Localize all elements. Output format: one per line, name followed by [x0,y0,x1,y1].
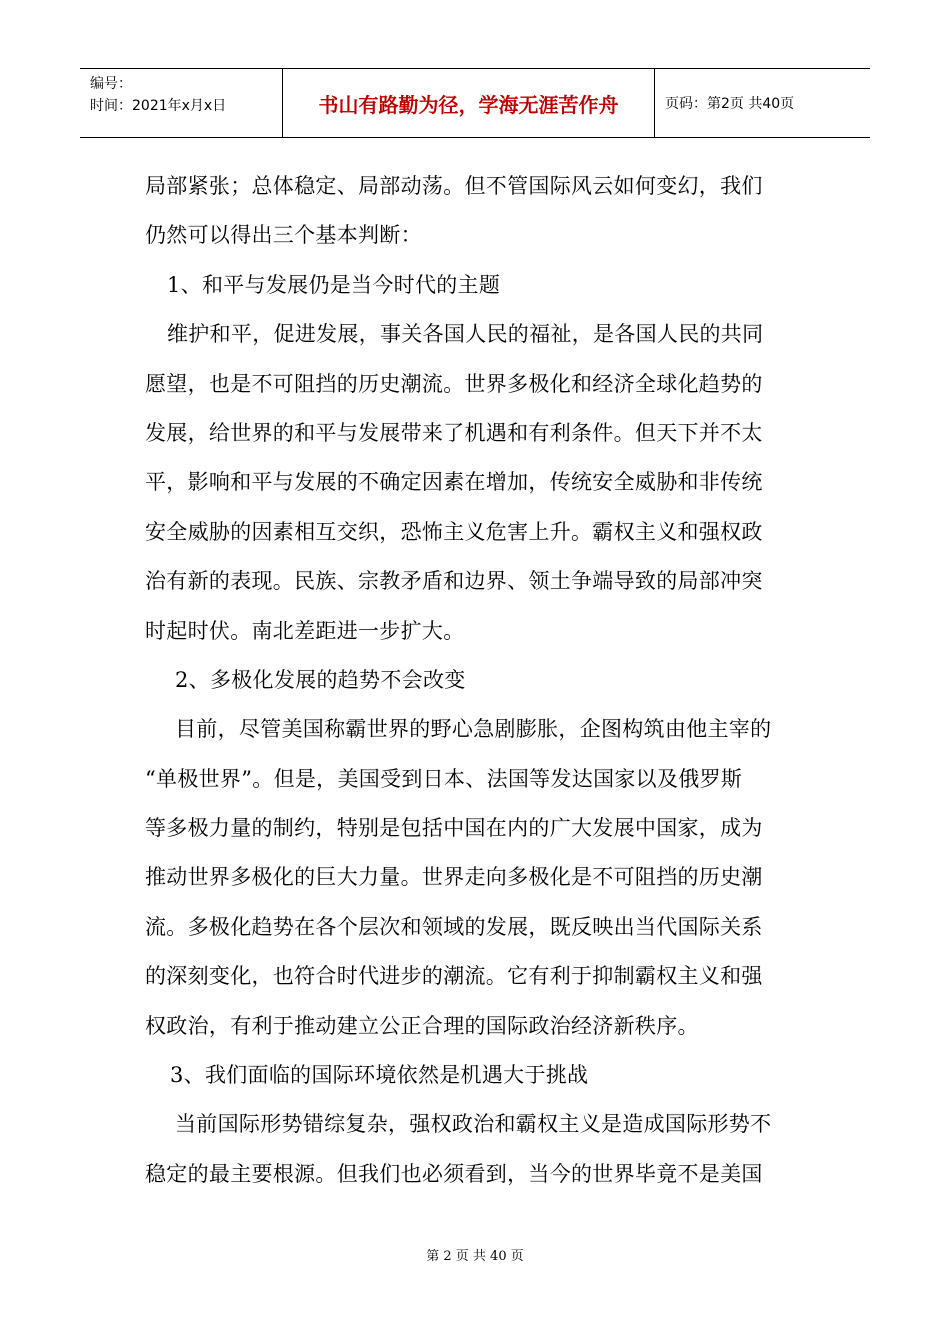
document-number-label: 编号： [90,76,132,92]
page-header [80,68,870,138]
body-line: 局部紧张；总体稳定、局部动荡。但不管国际风云如何变幻，我们 [145,174,763,198]
body-line: 目前，尽管美国称霸世界的野心急剧膨胀，企图构筑由他主宰的 [175,717,772,742]
body-line: 权政治，有利于推动建立公正合理的国际政治经济新秩序。 [145,1013,699,1038]
section-heading-1: 1、和平与发展仍是当今时代的主题 [167,272,501,297]
body-line: 安全威胁的因素相互交织，恐怖主义危害上升。霸权主义和强权政 [145,519,763,544]
header-motto: 书山有路勤为径，学海无涯苦作舟 [283,69,655,137]
body-line: 发展，给世界的和平与发展带来了机遇和有利条件。但天下并不太 [145,420,763,445]
body-line: 平，影响和平与发展的不确定因素在增加，传统安全威胁和非传统 [145,470,763,495]
header-meta [80,69,283,137]
body-line: 流。多极化趋势在各个层次和领域的发展，既反映出当代国际关系 [145,914,763,939]
body-line: 仍然可以得出三个基本判断： [145,223,422,248]
body-line: 等多极力量的制约，特别是包括中国在内的广大发展中国家，成为 [145,816,763,841]
body-line: 愿望，也是不可阻挡的历史潮流。世界多极化和经济全球化趋势的 [145,371,763,396]
document-body [145,162,810,1199]
body-line: 维护和平，促进发展，事关各国人民的福祉，是各国人民的共同 [167,322,764,347]
body-line: 治有新的表现。民族、宗教矛盾和边界、领土争端导致的局部冲突 [145,569,763,594]
body-line: 时起时伏。南北差距进一步扩大。 [145,618,465,643]
page-footer: 第 2 页 共 40 页 [426,1249,524,1264]
body-line: 稳定的最主要根源。但我们也必须看到，当今的世界毕竟不是美国 [145,1161,763,1186]
body-line: 推动世界多极化的巨大力量。世界走向多极化是不可阻挡的历史潮 [145,865,763,890]
section-heading-3: 3、我们面临的国际环境依然是机遇大于挑战 [170,1063,589,1088]
body-line: 当前国际形势错综复杂，强权政治和霸权主义是造成国际形势不 [175,1112,772,1137]
body-line: 的深刻变化，也符合时代进步的潮流。它有利于抑制霸权主义和强 [145,964,763,989]
header-page-info: 页码：第2页 共40页 [665,96,795,112]
document-date: 时间：2021年x月x日 [90,98,227,114]
section-heading-2: 2、多极化发展的趋势不会改变 [175,667,466,692]
body-line: “单极世界”。但是，美国受到日本、法国等发达国家以及俄罗斯 [145,766,743,791]
